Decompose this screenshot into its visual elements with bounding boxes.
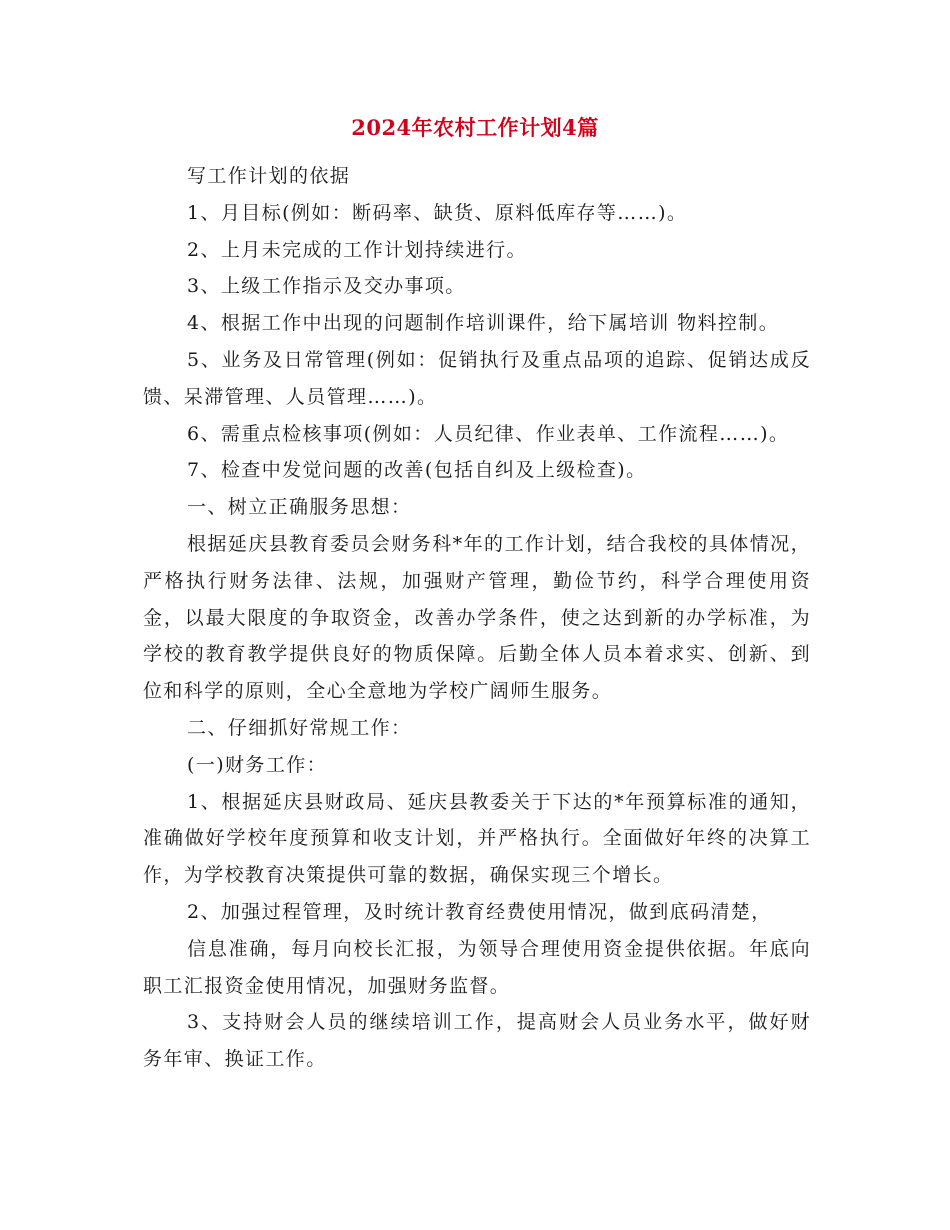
document-body [143, 158, 811, 1078]
document-title: 2024年农村工作计划4篇 [351, 115, 599, 140]
paragraph-finance-2-continued: 信息准确，每月向校长汇报，为领导合理使用资金提供依据。年底向职工汇报资金使用情况，加强财务监督。 [143, 937, 811, 997]
paragraph-service-thought: 根据延庆县教育委员会财务科*年的工作计划，结合我校的具体情况，严格执行财务法律、法规，加强财产管理，勤俭节约，科学合理使用资金，以最大限度的争取资金，改善办学条件，使之达到新的办学标准，为学校的教育教学提供良好的物质保障。后勤全体人员本着求实、创新、到位和科学的原则，全心全意地为学校广阔师生服务。 [143, 532, 811, 703]
paragraph-item-2: 2、上月未完成的工作计划持续进行。 [187, 238, 527, 261]
paragraph-finance-1: 1、根据延庆县财政局、延庆县教委关于下达的*年预算标准的通知，准确做好学校年度预算和收支计划，并严格执行。全面做好年终的决算工作，为学校教育决策提供可靠的数据，确保实现三个增长。 [143, 790, 811, 887]
paragraph-item-1: 1、月目标(例如：断码率、缺货、原料低库存等……)。 [187, 201, 688, 224]
paragraph-item-6: 6、需重点检核事项(例如：人员纪律、作业表单、工作流程……)。 [187, 422, 790, 445]
paragraph-item-3: 3、上级工作指示及交办事项。 [187, 275, 466, 298]
paragraph-finance-2: 2、加强过程管理，及时统计教育经费使用情况，做到底码清楚， [187, 900, 772, 923]
paragraph-item-7: 7、检查中发觉问题的改善(包括自纠及上级检查)。 [187, 459, 647, 482]
section-heading-2: 二、仔细抓好常规工作： [187, 716, 412, 739]
paragraph-basis-heading: 写工作计划的依据 [187, 165, 351, 187]
section-heading-1: 一、树立正确服务思想： [187, 496, 412, 519]
paragraph-item-4: 4、根据工作中出现的问题制作培训课件，给下属培训 物料控制。 [187, 312, 780, 335]
paragraph-item-5: 5、业务及日常管理(例如：促销执行及重点品项的追踪、促销达成反馈、呆滞管理、人员管理……)。 [143, 348, 811, 408]
paragraph-finance-3: 3、支持财会人员的继续培训工作，提高财会人员业务水平，做好财务年审、换证工作。 [143, 1011, 811, 1071]
subsection-heading-finance: (一)财务工作： [187, 753, 328, 776]
